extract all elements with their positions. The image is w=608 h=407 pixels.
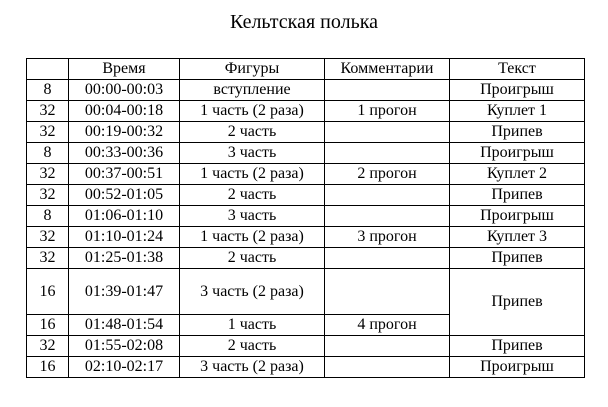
header-count [27, 59, 69, 80]
cell-count: 32 [27, 185, 69, 206]
cell-time: 00:00-00:03 [69, 80, 180, 101]
cell-text: Куплет 3 [450, 227, 585, 248]
cell-text-merged: Припев [450, 269, 585, 336]
table-row [27, 357, 585, 378]
table-row [27, 101, 585, 122]
table-row [27, 269, 585, 315]
table-row [27, 185, 585, 206]
cell-text: Припев [450, 248, 585, 269]
cell-time: 01:39-01:47 [69, 269, 180, 315]
cell-comment: 2 прогон [325, 164, 450, 185]
cell-comment [325, 185, 450, 206]
cell-figures: 2 часть [180, 185, 325, 206]
cell-time: 01:10-01:24 [69, 227, 180, 248]
cell-time: 02:10-02:17 [69, 357, 180, 378]
cell-figures: 2 часть [180, 248, 325, 269]
cell-count: 32 [27, 227, 69, 248]
header-time: Время [69, 59, 180, 80]
cell-time: 01:48-01:54 [69, 315, 180, 336]
cell-figures: 1 часть (2 раза) [180, 227, 325, 248]
cell-count: 8 [27, 80, 69, 101]
cell-text: Припев [450, 122, 585, 143]
cell-comment [325, 357, 450, 378]
table-row [27, 80, 585, 101]
cell-comment [325, 143, 450, 164]
cell-text: Проигрыш [450, 206, 585, 227]
table-row [27, 143, 585, 164]
cell-time: 01:06-01:10 [69, 206, 180, 227]
cell-figures: 1 часть (2 раза) [180, 164, 325, 185]
cell-count: 16 [27, 357, 69, 378]
header-comments: Комментарии [325, 59, 450, 80]
cell-count: 32 [27, 248, 69, 269]
page-title: Кельтская полька [230, 11, 378, 33]
cell-time: 01:25-01:38 [69, 248, 180, 269]
cell-comment [325, 269, 450, 315]
cell-text: Проигрыш [450, 80, 585, 101]
cell-time: 01:55-02:08 [69, 336, 180, 357]
cell-count: 8 [27, 206, 69, 227]
cell-figures: вступление [180, 80, 325, 101]
cell-figures: 1 часть [180, 315, 325, 336]
cell-time: 00:04-00:18 [69, 101, 180, 122]
cell-text: Припев [450, 336, 585, 357]
table-header-row [27, 59, 585, 80]
table-row [27, 336, 585, 357]
header-figures: Фигуры [180, 59, 325, 80]
cell-comment: 3 прогон [325, 227, 450, 248]
cell-text: Куплет 1 [450, 101, 585, 122]
table-row [27, 227, 585, 248]
cell-text: Куплет 2 [450, 164, 585, 185]
cell-figures: 3 часть [180, 206, 325, 227]
cell-count: 16 [27, 269, 69, 315]
table-row [27, 206, 585, 227]
cell-text: Припев [450, 185, 585, 206]
cell-count: 16 [27, 315, 69, 336]
table-row [27, 122, 585, 143]
cell-figures: 1 часть (2 раза) [180, 101, 325, 122]
cell-figures: 3 часть (2 раза) [180, 357, 325, 378]
cell-count: 32 [27, 122, 69, 143]
cell-comment [325, 122, 450, 143]
cell-time: 00:33-00:36 [69, 143, 180, 164]
cell-time: 00:37-00:51 [69, 164, 180, 185]
choreography-table [26, 58, 585, 378]
cell-comment [325, 336, 450, 357]
cell-figures: 2 часть [180, 122, 325, 143]
cell-figures: 3 часть [180, 143, 325, 164]
cell-text: Проигрыш [450, 357, 585, 378]
cell-count: 32 [27, 164, 69, 185]
table-row [27, 164, 585, 185]
table-row [27, 248, 585, 269]
cell-time: 00:52-01:05 [69, 185, 180, 206]
cell-count: 32 [27, 101, 69, 122]
header-text: Текст [450, 59, 585, 80]
cell-text: Проигрыш [450, 143, 585, 164]
cell-figures: 3 часть (2 раза) [180, 269, 325, 315]
cell-time: 00:19-00:32 [69, 122, 180, 143]
cell-comment [325, 206, 450, 227]
cell-comment [325, 80, 450, 101]
cell-comment [325, 248, 450, 269]
cell-comment: 1 прогон [325, 101, 450, 122]
cell-comment: 4 прогон [325, 315, 450, 336]
cell-figures: 2 часть [180, 336, 325, 357]
cell-count: 32 [27, 336, 69, 357]
cell-count: 8 [27, 143, 69, 164]
